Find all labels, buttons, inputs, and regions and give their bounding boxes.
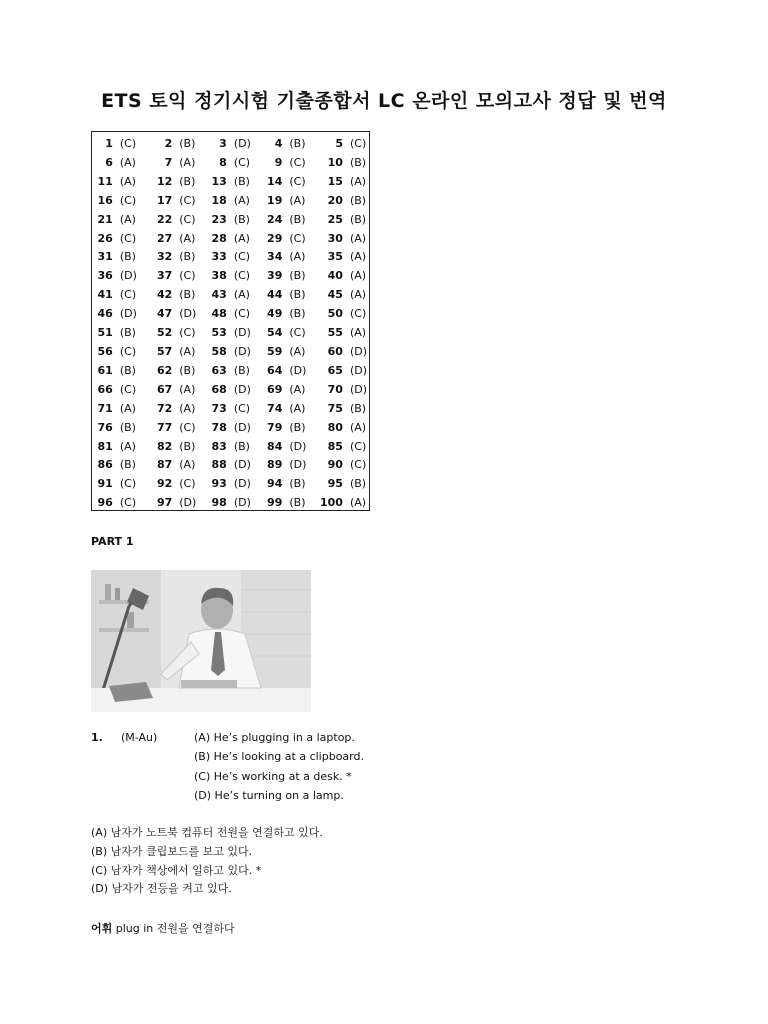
answer-cell: (C) (179, 420, 196, 434)
question-number-cell: 6 (105, 155, 113, 169)
answer-cell: (A) (179, 231, 196, 245)
answer-cell: (B) (289, 288, 306, 302)
question-number-cell: 30 (327, 231, 343, 245)
answer-cell: (B) (119, 420, 136, 434)
question-number-cell: 37 (156, 269, 173, 283)
question-number-cell: 60 (327, 344, 343, 358)
question-number-cell: 47 (156, 307, 173, 321)
question-number-cell: 67 (156, 382, 173, 396)
answer-cell: (A) (119, 212, 136, 226)
answer-cell: (A) (349, 269, 367, 283)
question-number-cell: 61 (97, 363, 113, 377)
question-number-cell: 100 (320, 496, 343, 510)
question-number-cell: 99 (267, 496, 283, 510)
question-number-cell: 36 (97, 269, 113, 283)
answer-cell: (A) (349, 326, 367, 340)
question-number-cell: 33 (211, 250, 227, 264)
vocabulary-text: plug in 전원을 연결하다 (112, 922, 235, 935)
answer-cell: (B) (349, 155, 367, 169)
answer-row (92, 381, 369, 400)
answer-cell: (A) (289, 193, 306, 207)
answer-cell: (A) (179, 344, 196, 358)
answer-row (92, 456, 369, 475)
answer-cell: (B) (233, 363, 250, 377)
question-number-cell: 72 (156, 401, 173, 415)
answer-cell: (A) (349, 288, 367, 302)
answer-cell: (B) (349, 401, 367, 415)
question-number-cell: 28 (211, 231, 227, 245)
question-number-cell: 71 (97, 401, 113, 415)
answer-cell: (A) (179, 382, 196, 396)
answer-options (194, 731, 364, 808)
question-number-cell: 24 (267, 212, 283, 226)
question-number-cell: 4 (274, 137, 283, 150)
question-number-cell: 34 (267, 250, 283, 264)
answer-cell: (A) (179, 458, 196, 472)
question-number-cell: 77 (156, 420, 173, 434)
translation-b: (B) 남자가 클립보드를 보고 있다. (91, 844, 253, 858)
answer-cell: (B) (179, 439, 196, 453)
answer-cell: (C) (119, 344, 137, 358)
option-b: (B) He’s looking at a clipboard. (194, 750, 364, 764)
question-number-cell: 1 (105, 137, 113, 150)
answer-row (92, 230, 369, 249)
answer-cell: (A) (179, 401, 196, 415)
answer-cell: (C) (289, 155, 306, 169)
answer-cell: (C) (349, 439, 367, 453)
question-number-cell: 70 (327, 382, 343, 396)
answer-cell: (A) (179, 155, 196, 169)
question-number-cell: 93 (211, 477, 227, 491)
answer-cell: (D) (179, 307, 197, 321)
answer-row (92, 211, 369, 230)
question-number-cell: 59 (267, 344, 283, 358)
answer-cell: (B) (179, 363, 196, 377)
answer-cell: (C) (119, 231, 137, 245)
question-number-cell: 49 (267, 307, 283, 321)
answer-cell: (A) (349, 231, 367, 245)
question-number-cell: 29 (267, 231, 283, 245)
answer-row (92, 494, 369, 513)
question-number-cell: 15 (327, 174, 343, 188)
question-number-cell: 52 (156, 326, 173, 340)
question-number-cell: 19 (267, 193, 283, 207)
answer-cell: (A) (289, 250, 306, 264)
answer-row (92, 343, 369, 362)
photo-illustration (91, 570, 311, 712)
answer-cell: (C) (233, 401, 251, 415)
answer-row (92, 438, 369, 457)
question-number-cell: 8 (219, 155, 227, 169)
question-number-cell: 80 (327, 420, 343, 434)
question-number-cell: 16 (97, 193, 113, 207)
answer-cell: (A) (119, 401, 136, 415)
question-number-cell: 32 (156, 250, 173, 264)
answer-cell: (C) (119, 496, 137, 510)
question-number-cell: 39 (267, 269, 283, 283)
question-number-cell: 69 (267, 382, 283, 396)
question-number-cell: 38 (211, 269, 227, 283)
question-number-cell: 11 (97, 174, 113, 188)
answer-cell: (A) (289, 344, 306, 358)
answer-cell: (C) (349, 307, 367, 321)
question-number-cell: 48 (211, 307, 227, 321)
answer-cell: (A) (349, 420, 367, 434)
answer-cell: (C) (233, 307, 251, 321)
answer-cell: (D) (349, 382, 368, 396)
question-number-cell: 64 (267, 363, 283, 377)
answer-cell: (C) (179, 477, 196, 491)
answer-cell: (D) (289, 458, 307, 472)
answer-cell: (B) (119, 250, 136, 264)
question-number-cell: 86 (97, 458, 113, 472)
question-number-cell: 81 (97, 439, 113, 453)
answer-row (92, 135, 369, 154)
question-number-cell: 14 (267, 174, 283, 188)
question-number-cell: 3 (219, 137, 227, 150)
question-number-cell: 55 (327, 326, 343, 340)
answer-cell: (B) (289, 496, 306, 510)
question-number-cell: 62 (156, 363, 173, 377)
question-number-cell: 76 (97, 420, 113, 434)
answer-cell: (B) (289, 420, 306, 434)
answer-cell: (B) (289, 269, 306, 283)
answer-cell: (B) (349, 193, 367, 207)
question-number-cell: 18 (211, 193, 227, 207)
answer-row (92, 362, 369, 381)
question-number-cell: 95 (327, 477, 343, 491)
question-number-cell: 43 (211, 288, 227, 302)
question-number-cell: 91 (97, 477, 113, 491)
answer-cell: (C) (119, 382, 137, 396)
answer-cell: (C) (349, 137, 367, 150)
answer-cell: (B) (179, 288, 196, 302)
option-a: (A) He’s plugging in a laptop. (194, 731, 355, 744)
question-number-cell: 23 (211, 212, 227, 226)
answer-cell: (A) (119, 439, 136, 453)
answer-cell: (B) (179, 250, 196, 264)
answer-cell: (A) (233, 231, 250, 245)
question-number-cell: 87 (156, 458, 173, 472)
question-number-cell: 90 (327, 458, 343, 472)
answer-row (92, 267, 369, 286)
answer-cell: (B) (119, 326, 136, 340)
question-photo (91, 570, 311, 712)
question-number-cell: 27 (156, 231, 173, 245)
question-number-cell: 35 (327, 250, 343, 264)
answer-cell: (B) (179, 174, 196, 188)
answer-cell: (A) (233, 193, 250, 207)
question-number-cell: 45 (327, 288, 343, 302)
question-number-cell: 25 (327, 212, 343, 226)
answer-cell: (D) (119, 269, 137, 283)
question-number-cell: 66 (97, 382, 113, 396)
question-number-cell: 53 (211, 326, 227, 340)
question-number-cell: 85 (327, 439, 343, 453)
answer-cell: (C) (119, 288, 137, 302)
answer-cell: (D) (349, 344, 368, 358)
answer-cell: (C) (233, 269, 251, 283)
question-number-cell: 10 (327, 155, 343, 169)
translation-c: (C) 남자가 책상에서 일하고 있다. * (91, 863, 262, 877)
question-number-cell: 73 (211, 401, 227, 415)
question-number-cell: 83 (211, 439, 227, 453)
question-number-cell: 92 (156, 477, 173, 491)
question-number-cell: 88 (211, 458, 227, 472)
question-number-cell: 98 (211, 496, 227, 510)
answer-cell: (C) (289, 326, 306, 340)
part-heading: PART 1 (91, 535, 134, 548)
answer-cell: (A) (289, 401, 306, 415)
question-number-cell: 40 (327, 269, 343, 283)
question-number-cell: 41 (97, 288, 113, 302)
question-number-cell: 46 (97, 307, 113, 321)
question-number-cell: 13 (211, 174, 227, 188)
answer-cell: (C) (289, 231, 306, 245)
question-number-cell: 5 (335, 137, 343, 150)
question-number-cell: 21 (97, 212, 113, 226)
question-number-cell: 17 (156, 193, 173, 207)
answer-cell: (D) (349, 363, 368, 377)
question-number-cell: 9 (274, 155, 283, 169)
question-number-cell: 94 (267, 477, 283, 491)
translation-list (91, 826, 323, 901)
answer-cell: (C) (349, 458, 367, 472)
answer-cell: (B) (233, 439, 250, 453)
answer-cell: (A) (233, 288, 250, 302)
answer-row (92, 154, 369, 173)
answer-cell: (B) (233, 212, 250, 226)
question-number-cell: 26 (97, 231, 113, 245)
answer-cell: (C) (179, 212, 196, 226)
answer-cell: (B) (349, 212, 367, 226)
question-number-cell: 79 (267, 420, 283, 434)
answer-cell: (C) (179, 326, 196, 340)
answer-cell: (C) (119, 137, 137, 150)
question-number-cell: 89 (267, 458, 283, 472)
answer-row (92, 400, 369, 419)
answer-cell: (A) (349, 496, 367, 510)
answer-cell: (B) (289, 307, 306, 321)
answer-cell: (C) (233, 250, 251, 264)
question-number-cell: 54 (267, 326, 283, 340)
question-number-cell: 58 (211, 344, 227, 358)
question-number-cell: 84 (267, 439, 283, 453)
answer-cell: (B) (119, 458, 136, 472)
answer-row (92, 305, 369, 324)
answer-row (92, 248, 369, 267)
question-number-cell: 22 (156, 212, 173, 226)
speaker-label: (M-Au) (121, 731, 158, 744)
translation-d: (D) 남자가 전등을 켜고 있다. (91, 882, 232, 896)
answer-cell: (C) (233, 155, 251, 169)
question-number-cell: 57 (156, 344, 173, 358)
question-number-cell: 2 (164, 137, 173, 150)
question-number-cell: 7 (164, 155, 173, 169)
answer-cell: (A) (349, 174, 367, 188)
answer-cell: (D) (289, 439, 307, 453)
answer-row (92, 475, 369, 494)
question-number-cell: 68 (211, 382, 227, 396)
vocabulary-label: 어휘 (91, 922, 113, 935)
translation-a: (A) 남자가 노트북 컴퓨터 전원을 연결하고 있다. (91, 826, 323, 839)
answer-cell: (B) (289, 137, 306, 150)
answer-key-table (91, 131, 370, 511)
answer-row (92, 419, 369, 438)
answer-cell: (B) (289, 477, 306, 491)
question-number-cell: 51 (97, 326, 113, 340)
answer-cell: (D) (233, 458, 251, 472)
answer-cell: (B) (349, 477, 367, 491)
answer-cell: (D) (289, 363, 307, 377)
page-title: ETS 토익 정기시험 기출종합서 LC 온라인 모의고사 정답 및 번역 (101, 90, 667, 112)
option-d: (D) He’s turning on a lamp. (194, 788, 344, 802)
answer-cell: (D) (233, 477, 251, 491)
answer-row (92, 286, 369, 305)
question-number-cell: 42 (156, 288, 173, 302)
question-number-cell: 75 (327, 401, 343, 415)
answer-cell: (D) (233, 420, 251, 434)
answer-cell: (A) (289, 382, 306, 396)
question-number: 1. (91, 731, 103, 744)
answer-cell: (C) (119, 477, 137, 491)
answer-cell: (D) (233, 137, 251, 150)
answer-cell: (D) (233, 344, 251, 358)
question-number-cell: 74 (267, 401, 283, 415)
answer-cell: (B) (233, 174, 250, 188)
question-number-cell: 78 (211, 420, 227, 434)
answer-row (92, 173, 369, 192)
vocabulary-note (91, 920, 235, 936)
question-number-cell: 56 (97, 344, 113, 358)
question-number-cell: 20 (327, 193, 343, 207)
answer-cell: (B) (179, 137, 196, 150)
answer-cell: (D) (119, 307, 137, 321)
answer-cell: (C) (119, 193, 137, 207)
question-number-cell: 12 (156, 174, 173, 188)
answer-cell: (D) (179, 496, 197, 510)
question-number-cell: 65 (327, 363, 343, 377)
answer-cell: (C) (289, 174, 306, 188)
answer-cell: (B) (289, 212, 306, 226)
answer-row (92, 192, 369, 211)
answer-key-body (92, 135, 369, 513)
answer-cell: (B) (119, 363, 136, 377)
question-number-cell: 82 (156, 439, 173, 453)
answer-cell: (A) (119, 155, 136, 169)
answer-cell: (A) (119, 174, 136, 188)
question-number-cell: 50 (327, 307, 343, 321)
question-number-cell: 97 (156, 496, 173, 510)
question-number-cell: 31 (97, 250, 113, 264)
answer-cell: (D) (233, 382, 251, 396)
answer-cell: (A) (349, 250, 367, 264)
option-c: (C) He’s working at a desk. * (194, 769, 352, 783)
answer-cell: (C) (179, 269, 196, 283)
answer-row (92, 324, 369, 343)
question-number-cell: 44 (267, 288, 283, 302)
question-number-cell: 96 (97, 496, 113, 510)
answer-cell: (D) (233, 326, 251, 340)
answer-cell: (D) (233, 496, 251, 510)
question-number-cell: 63 (211, 363, 227, 377)
answer-cell: (C) (179, 193, 196, 207)
